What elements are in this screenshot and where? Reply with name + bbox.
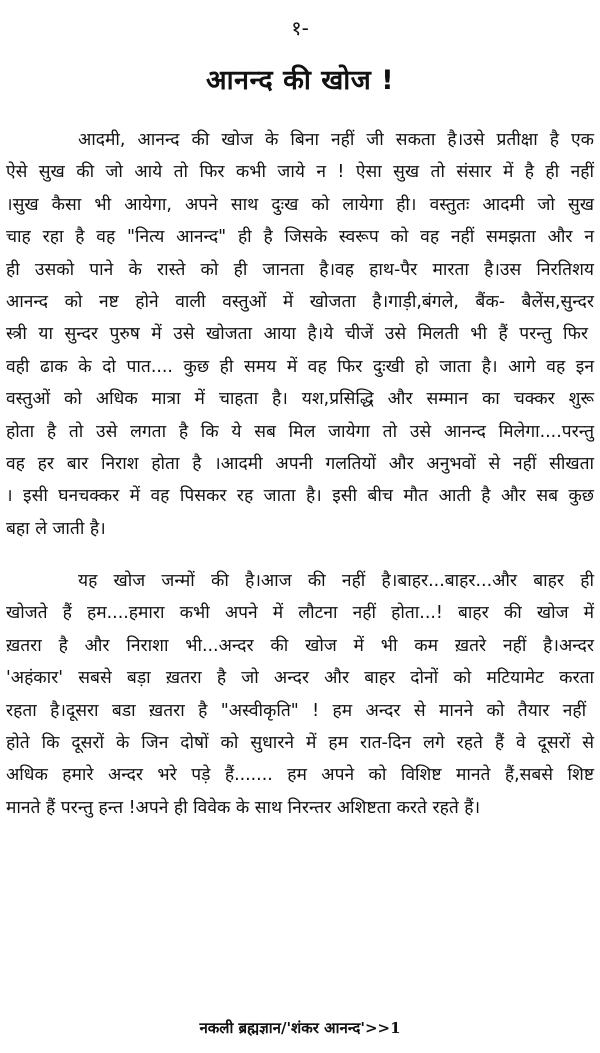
- text-line: होते कि दूसरों के जिन दोषों को सुधारने में हम रात-दिन लगे रहते हैं वे दूसरों से: [6, 733, 594, 754]
- paragraph-1: [0, 124, 600, 545]
- text-line: रहता है।दूसरा बडा ख़तरा है "अस्वीकृति" ! हम अन्दर से मानने को तैयार नहीं: [6, 700, 587, 721]
- text-line: आदमी, आनन्द की खोज के बिना नहीं जी सकता है।उसे प्रतीक्षा है एक: [78, 130, 594, 150]
- text-line: वही ढाक के दो पात.... कुछ ही समय में वह फिर दुःखी हो जाता है। आगे वह इन: [6, 356, 594, 377]
- text-line: वस्तुओं को अधिक मात्रा में चाहता है। यश,प्रसिद्धि और सम्मान का चक्कर शुरू: [6, 389, 594, 410]
- text-line: अधिक हमारे अन्दर भरे पड़े हैं....... हम अपने को विशिष्ट मानते हैं,सबसे शिष्ट: [6, 765, 594, 786]
- text-line: आनन्द को नष्ट होने वाली वस्तुओं में खोजता है।गाड़ी,बंगले, बैंक- बैलेंस,सुन्दर: [6, 291, 594, 312]
- text-line: मानते हैं परन्तु हन्त !अपने ही विवेक के साथ निरन्तर अशिष्टता करते रहते हैं।: [6, 797, 481, 818]
- page-footer: नकली ब्रह्मज्ञान/'शंकर आनन्द'>>1: [199, 1019, 401, 1037]
- text-line: ऐसे सुख की जो आये तो फिर कभी जाये न ! ऐसा सुख तो संसार में है ही नहीं: [6, 162, 594, 183]
- text-line: होता है तो उसे लगता है कि ये सब मिल जायेगा तो उसे आनन्द मिलेगा....परन्तु: [6, 421, 594, 442]
- page-number: १-: [291, 16, 309, 40]
- text-line: ।सुख कैसा भी आयेगा, अपने साथ दुःख को लायेगा ही। वस्तुतः आदमी जो सुख: [6, 194, 594, 215]
- page-title: आनन्द की खोज !: [205, 65, 395, 96]
- text-line: स्त्री या सुन्दर पुरुष में उसे खोजता आया है।ये चीजें उसे मिलती भी हैं परन्तु फिर: [6, 324, 589, 345]
- text-line: । इसी घनचक्कर में वह पिसकर रह जाता है। इसी बीच मौत आती है और सब कुछ: [6, 486, 594, 507]
- text-line: बहा ले जाती है।: [6, 518, 106, 539]
- text-line: 'अहंकार' सबसे बड़ा ख़तरा है जो अन्दर और बाहर दोनों को मटियामेट करता: [6, 668, 594, 689]
- text-line: चाह रहा है वह "नित्य आनन्द" ही है जिसके स्वरूप को वह नहीं समझता और न: [6, 227, 594, 248]
- text-line: ख़तरा है और निराशा भी...अन्दर की खोज में भी कम ख़तरे नहीं है।अन्दर: [6, 635, 594, 656]
- text-line: यह खोज जन्मों की है।आज की नहीं है।बाहर...बाहर...और बाहर ही: [78, 571, 594, 592]
- paragraph-2: [0, 565, 600, 824]
- text-line: ही उसको पाने के रास्ते को ही जानता है।वह हाथ-पैर मारता है।उस निरतिशय: [6, 259, 594, 280]
- text-line: वह हर बार निराश होता है ।आदमी अपनी गलतियों और अनुभवों से नहीं सीखता: [6, 453, 594, 474]
- text-line: खोजते हैं हम....हमारा कभी अपने में लौटना नहीं होता...! बाहर की खोज में: [6, 603, 594, 624]
- body-text: [0, 124, 600, 824]
